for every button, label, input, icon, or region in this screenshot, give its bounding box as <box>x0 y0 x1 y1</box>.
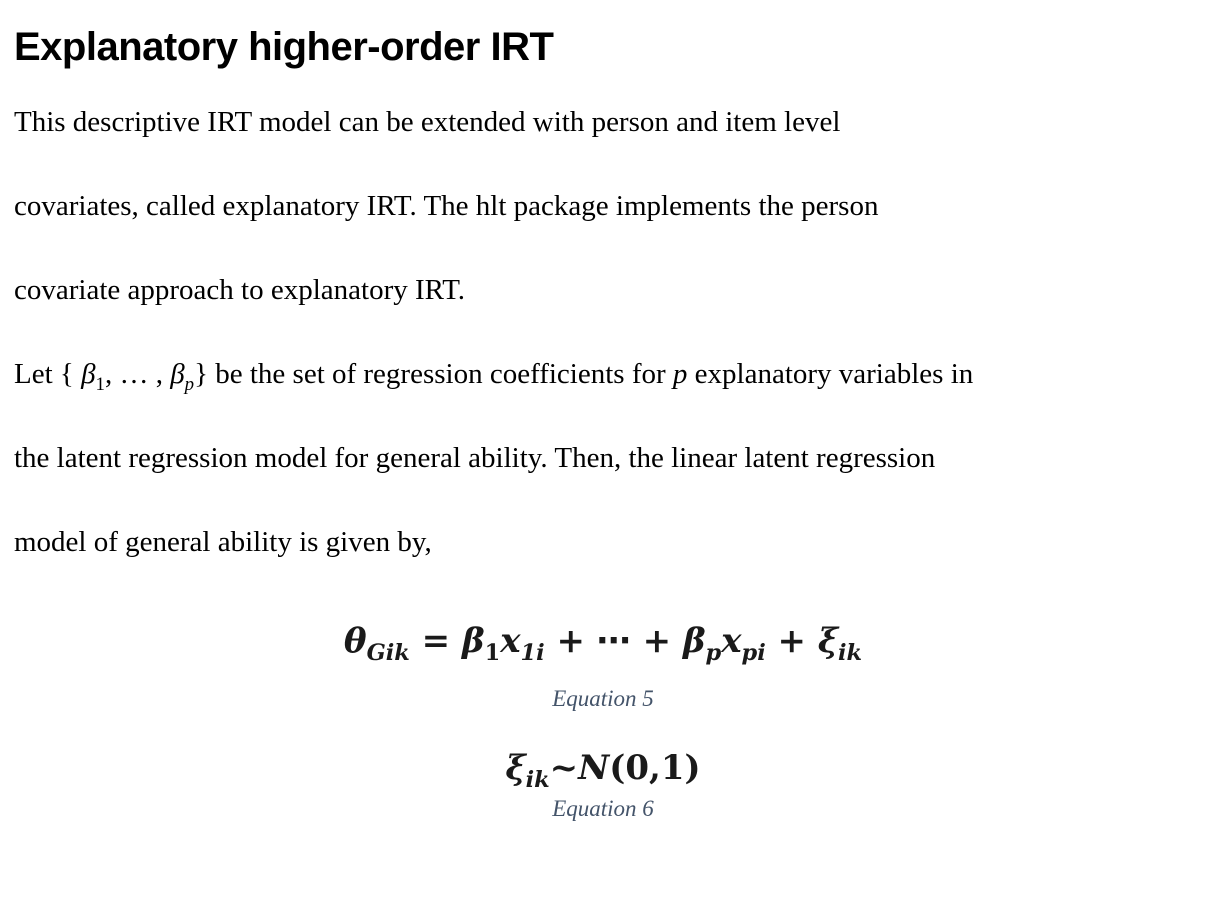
equation-6 <box>14 744 1192 792</box>
text-line <box>14 248 1192 332</box>
text-line <box>14 416 1192 500</box>
text-segment: x <box>500 621 521 661</box>
text-line <box>14 164 1192 248</box>
text-segment: ξ <box>817 621 839 661</box>
text-segment: β <box>170 358 185 390</box>
text-segment: + <box>765 621 818 661</box>
text-segment: the latent regression model for general ability. Then, the linear latent regression <box>14 442 936 474</box>
body-text <box>14 80 1192 584</box>
text-segment: explanatory variables in <box>687 358 974 390</box>
text-segment: p <box>672 358 688 390</box>
equation-6-block <box>14 744 1192 824</box>
text-segment: = <box>409 621 462 661</box>
math-subscript: p <box>705 639 722 666</box>
text-segment: β <box>461 621 485 661</box>
math-subscript: 1i <box>520 639 545 666</box>
text-segment: model of general ability is given by, <box>14 526 432 558</box>
text-segment: Let { <box>14 358 82 390</box>
text-line <box>14 80 1192 164</box>
text-segment: covariates, called explanatory IRT. The hlt package implements the person <box>14 190 879 222</box>
text-segment: covariate approach to explanatory IRT. <box>14 274 466 306</box>
math-subscript: p <box>184 373 195 395</box>
math-subscript: 1 <box>484 639 501 666</box>
math-subscript: Gik <box>366 639 410 666</box>
text-segment: x <box>721 621 742 661</box>
text-segment: (0,1) <box>609 748 701 788</box>
text-segment: β <box>81 358 96 390</box>
equation-5-block <box>14 617 1192 714</box>
math-subscript: ik <box>838 639 863 666</box>
equation-5-caption: Equation 5 <box>552 686 654 711</box>
text-segment: ξ <box>505 748 526 788</box>
text-line <box>14 500 1192 584</box>
math-subscript: pi <box>741 639 766 666</box>
text-segment: This descriptive IRT model can be extended with person and item level <box>14 106 841 138</box>
text-segment: , … , <box>104 358 171 390</box>
text-segment: N <box>578 748 610 788</box>
math-subscript: ik <box>525 766 550 793</box>
equation-6-caption: Equation 6 <box>552 796 654 821</box>
page-title: Explanatory higher-order IRT <box>14 25 554 69</box>
text-segment: ~ <box>549 748 579 788</box>
text-segment: + ⋯ + <box>544 621 683 661</box>
text-segment: θ <box>343 621 367 661</box>
text-line <box>14 332 1192 416</box>
text-segment: β <box>682 621 706 661</box>
text-segment: } be the set of regression coefficients for <box>194 358 673 390</box>
math-subscript: 1 <box>95 373 105 395</box>
equation-5 <box>14 617 1192 665</box>
